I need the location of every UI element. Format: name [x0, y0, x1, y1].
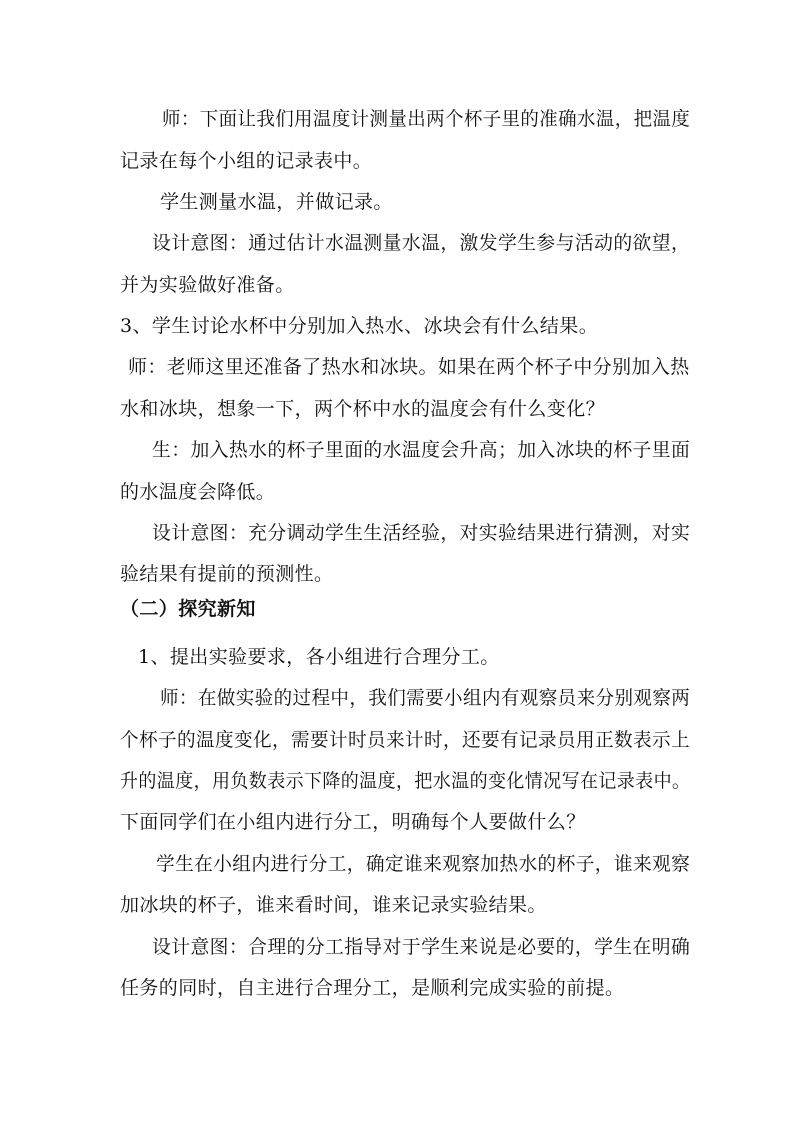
paragraph-line: 师：在做实验的过程中，我们需要小组内有观察员来分别观察两	[160, 687, 691, 709]
paragraph-line: 下面同学们在小组内进行分工，明确每个人要做什么？	[120, 811, 586, 833]
paragraph-line: 记录在每个小组的记录表中。	[120, 150, 373, 172]
paragraph-line: 的水温度会降低。	[120, 481, 276, 503]
paragraph-line: 1、提出实验要求，各小组进行合理分工。	[138, 646, 500, 668]
paragraph-line: 设计意图：通过估计水温测量水温，激发学生参与活动的欲望，	[152, 232, 691, 254]
paragraph-line: 验结果有提前的预测性。	[120, 563, 334, 585]
paragraph-line: 师：下面让我们用温度计测量出两个杯子里的准确水温，把温度	[162, 108, 691, 130]
paragraph-line: 3、学生讨论水杯中分别加入热水、冰块会有什么结果。	[120, 315, 599, 337]
paragraph-line: 生：加入热水的杯子里面的水温度会升高；加入冰块的杯子里面	[152, 439, 691, 461]
paragraph-line: 加冰块的杯子，谁来看时间，谁来记录实验结果。	[120, 894, 547, 916]
paragraph-line: 升的温度，用负数表示下降的温度，把水温的变化情况写在记录表中。	[120, 770, 691, 792]
paragraph-line: 学生测量水温，并做记录。	[160, 191, 393, 213]
paragraph-line: 水和冰块，想象一下，两个杯中水的温度会有什么变化？	[120, 398, 606, 420]
paragraph-line: 个杯子的温度变化，需要计时员来计时，还要有记录员用正数表示上	[120, 729, 691, 751]
section-heading: （二）探究新知	[120, 598, 256, 620]
paragraph-line: 学生在小组内进行分工，确定谁来观察加热水的杯子，谁来观察	[156, 853, 691, 875]
paragraph-line: 任务的同时，自主进行合理分工，是顺利完成实验的前提。	[120, 977, 625, 999]
paragraph-line: 设计意图：充分调动学生生活经验，对实验结果进行猜测，对实	[152, 522, 691, 544]
paragraph-line: 设计意图：合理的分工指导对于学生来说是必要的，学生在明确	[152, 936, 691, 958]
paragraph-line: 师：老师这里还准备了热水和冰块。如果在两个杯子中分别加入热	[128, 356, 690, 378]
paragraph-line: 并为实验做好准备。	[120, 274, 295, 296]
